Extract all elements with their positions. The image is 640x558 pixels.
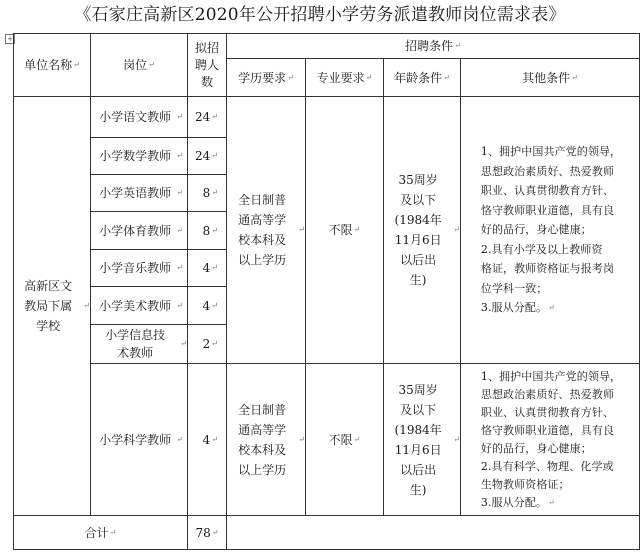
table-row-count: 4 ↵: [187, 286, 227, 325]
header-count: 拟招聘人数: [187, 33, 227, 97]
table-row-count: 2 ↵: [187, 324, 227, 364]
table-row-count: 8 ↵: [187, 211, 227, 250]
table-row-post: 小学语文教师 ↵: [90, 96, 188, 138]
unit-name-cell: 高新区文教局下属学校 ↵: [13, 96, 91, 516]
table-row-post: 小学英语教师 ↵: [90, 174, 188, 212]
table-row-post: 小学数学教师 ↵: [90, 137, 188, 175]
header-education: 学历要求 ↵: [226, 58, 306, 97]
total-empty-cell: [226, 515, 640, 550]
education-requirement: 全日制普通高等学校本科及以上学历 ↵: [226, 363, 306, 516]
table-row-count: 8 ↵: [187, 174, 227, 212]
age-requirement: 35周岁及以下(1984年11月6日以后出生) ↵: [383, 363, 461, 516]
table-row-post: 小学美术教师 ↵: [90, 286, 188, 325]
total-count: 78 ↵: [187, 515, 227, 550]
other-requirements: 1、拥护中国共产党的领导， 思想政治素质好、热爱教师 职业、认真贯彻教育方针、 恪守教师职业道德，具有良 好的品行，身心健康； 2.具有科学、物理、化学或 生物教师资格证； 3.服从分配。 ↵: [460, 363, 640, 516]
table-row-count: 4 ↵: [187, 249, 227, 287]
major-requirement: 不限 ↵: [305, 363, 384, 516]
header-major: 专业要求 ↵: [305, 58, 384, 97]
total-label: 合计 ↵: [13, 515, 188, 550]
table-row-post: 小学音乐教师 ↵: [90, 249, 188, 287]
table-anchor-icon: +: [5, 34, 15, 44]
age-requirement: 35周岁及以下(1984年11月6日以后出生) ↵: [383, 96, 461, 364]
header-age: 年龄条件 ↵: [383, 58, 461, 97]
table-row-count: 24 ↵: [187, 137, 227, 175]
table-row-count: 24 ↵: [187, 96, 227, 138]
header-post: 岗位 ↵: [90, 33, 188, 97]
table-row-post: 小学信息技术教师 ↵: [90, 324, 188, 364]
header-conditions: 招聘条件 ↵: [226, 33, 640, 59]
table-row-post: 小学科学教师 ↵: [90, 363, 188, 516]
document-title: 《石家庄高新区2020年公开招聘小学劳务派遣教师岗位需求表》: [74, 5, 566, 25]
major-requirement: 不限 ↵: [305, 96, 384, 364]
header-unit: 单位名称 ↵: [13, 33, 91, 97]
education-requirement: 全日制普通高等学校本科及以上学历 ↵: [226, 96, 306, 364]
header-other: 其他条件 ↵: [460, 58, 640, 97]
table-row-count: 4 ↵: [187, 363, 227, 516]
other-requirements: 1、拥护中国共产党的领导， 思想政治素质好、热爱教师 职业、认真贯彻教育方针、 恪守教师职业道德，具有良 好的品行，身心健康； 2.具有小学及以上教师资 格证，教师资格证与报考岗 位学科一致； 3.服从分配。 ↵: [460, 96, 640, 364]
table-row-post: 小学体育教师 ↵: [90, 211, 188, 250]
